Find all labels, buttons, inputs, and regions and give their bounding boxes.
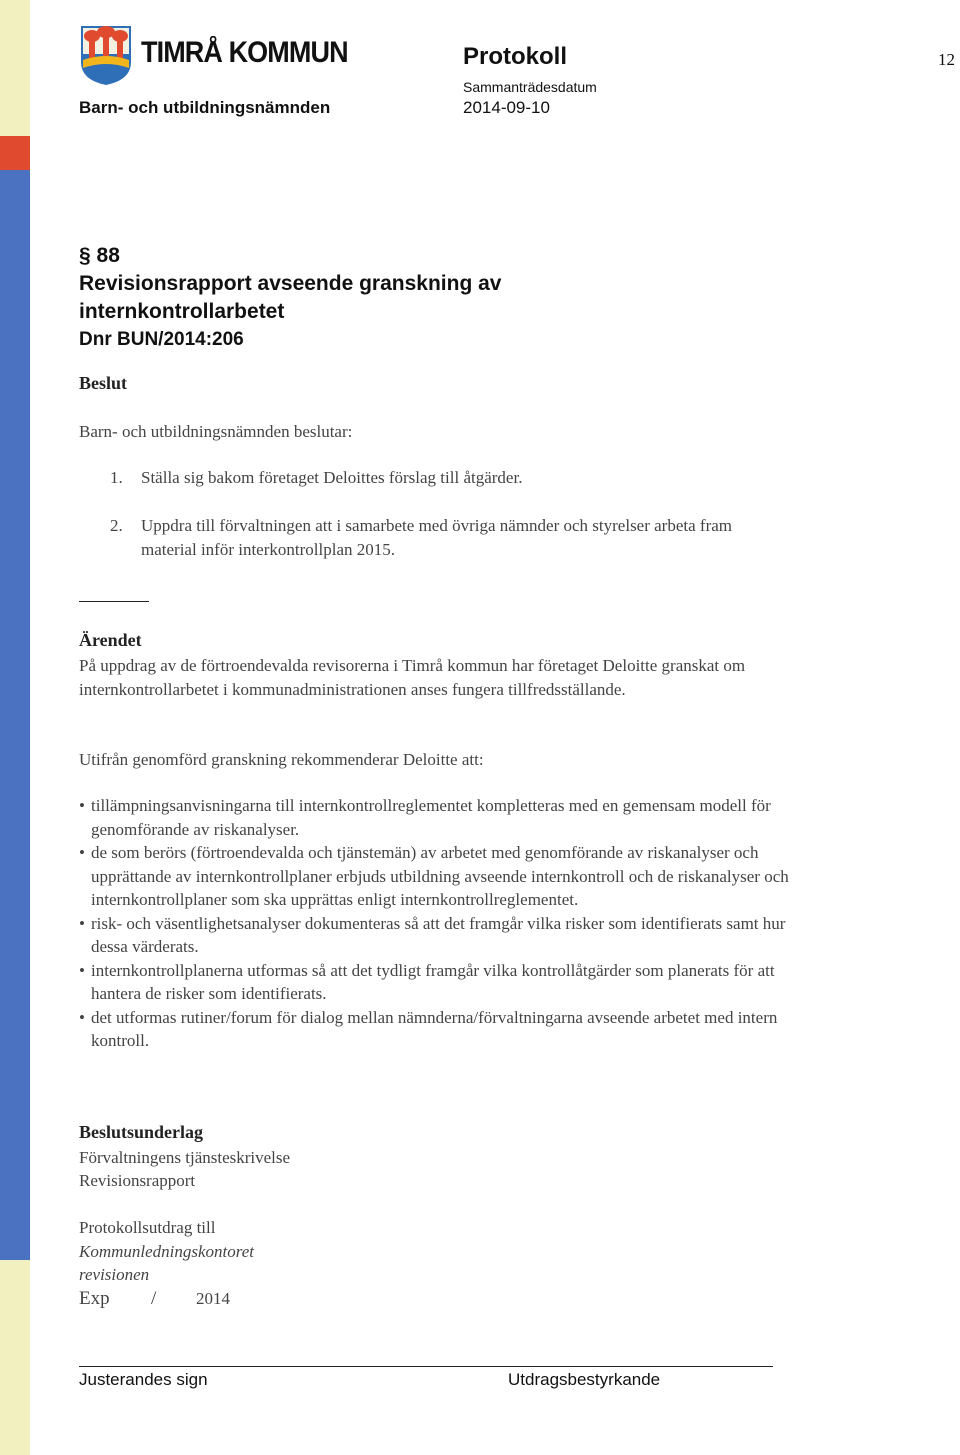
- list-item-text: tillämpningsanvisningarna till internkontrollreglementet kompletteras med en gemensam modell för genomförande av riskanalyser.: [91, 796, 771, 839]
- paragraph-heading: [79, 242, 839, 354]
- bullet-icon: •: [79, 843, 85, 862]
- diary-number: Dnr BUN/2014:206: [79, 329, 244, 350]
- arendet-heading: Ärendet: [79, 630, 142, 650]
- underlag-item: Revisionsrapport: [79, 1171, 196, 1190]
- utdrag-recipient: Kommunledningskontoret: [79, 1242, 255, 1261]
- arendet-paragraph-1: På uppdrag av de förtroendevalda revisorerna i Timrå kommun har företaget Deloitte granskat om internkontrollarbetet i kommunadministrationen anses fungera tillfredsställande.: [79, 656, 746, 699]
- list-item: [79, 912, 789, 959]
- decision-item-text: Ställa sig bakom företaget Deloittes förslag till åtgärder.: [141, 468, 523, 487]
- committee-name: Barn- och utbildningsnämnden: [79, 98, 331, 117]
- stripe-red-segment: [0, 136, 30, 170]
- bullet-icon: •: [79, 960, 85, 980]
- footer-rule: [79, 1366, 773, 1367]
- underlag-heading: Beslutsunderlag: [79, 1122, 204, 1142]
- utdrag-heading: Protokollsutdrag till: [79, 1218, 216, 1237]
- municipality-logo: [79, 24, 348, 91]
- arendet-paragraph-2: Utifrån genomförd granskning rekommenderar Deloitte att:: [79, 750, 484, 769]
- bullet-icon: •: [79, 796, 85, 815]
- left-color-stripe: [0, 0, 30, 1455]
- list-item: [79, 1006, 789, 1053]
- utdrag-recipient: revisionen: [79, 1265, 150, 1284]
- underlag-item: Förvaltningens tjänsteskrivelse: [79, 1148, 291, 1167]
- list-item-text: de som berörs (förtroendevalda och tjänstemän) av arbetet med genomförande av riskanalyser och upprättande av internkontrollplaner erbjuds utbildning avseende internkontroll och de riskanalyser och internkontrollplaner som ska upprättas enligt internkontrollreglementet.: [91, 843, 789, 909]
- page-number: 12: [938, 50, 955, 69]
- date-label: Sammanträdesdatum: [463, 79, 597, 95]
- bullet-icon: •: [79, 913, 85, 933]
- justerandes-sign-label: Justerandes sign: [79, 1370, 208, 1389]
- exp-year: 2014: [196, 1289, 230, 1308]
- section-divider: [79, 601, 149, 602]
- stripe-yellow-bottom-segment: [0, 1260, 30, 1455]
- meeting-date: 2014-09-10: [463, 98, 550, 117]
- paragraph-title-line1: Revisionsrapport avseende granskning av: [79, 272, 502, 295]
- beslut-heading: Beslut: [79, 373, 128, 393]
- utdragsbestyrkande-label: Utdragsbestyrkande: [508, 1370, 661, 1389]
- paragraph-number: § 88: [79, 244, 120, 267]
- list-item: [79, 959, 789, 1006]
- list-item: [79, 841, 789, 912]
- coat-of-arms-icon: [79, 24, 133, 86]
- recommendation-list: [79, 794, 789, 1053]
- list-item: [79, 794, 789, 841]
- stripe-yellow-segment: [0, 0, 30, 136]
- beslut-intro: Barn- och utbildningsnämnden beslutar:: [79, 422, 353, 441]
- list-item-text: internkontrollplanerna utformas så att det tydligt framgår vilka kontrollåtgärder som planerats för att hantera de risker som identifierats.: [91, 960, 775, 1003]
- decision-item-number: 1.: [110, 468, 123, 487]
- org-name-wordmark: TIMRÅ KOMMUN: [141, 36, 348, 69]
- stripe-blue-segment: [0, 170, 30, 1260]
- exp-separator: /: [151, 1288, 157, 1309]
- doc-type-title: Protokoll: [463, 43, 568, 70]
- exp-label: Exp: [79, 1288, 110, 1309]
- paragraph-title-line2: internkontrollarbetet: [79, 300, 285, 323]
- bullet-icon: •: [79, 1007, 85, 1027]
- decision-item-text: Uppdra till förvaltningen att i samarbete med övriga nämnder och styrelser arbeta fram material inför interkontrollplan 2015.: [141, 516, 732, 559]
- decision-item-number: 2.: [110, 516, 123, 535]
- list-item-text: det utformas rutiner/forum för dialog mellan nämnderna/förvaltningarna avseende arbetet med intern kontroll.: [91, 1007, 778, 1050]
- list-item-text: risk- och väsentlighetsanalyser dokumenteras så att det framgår vilka risker som identifierats samt hur dessa värderats.: [91, 913, 786, 956]
